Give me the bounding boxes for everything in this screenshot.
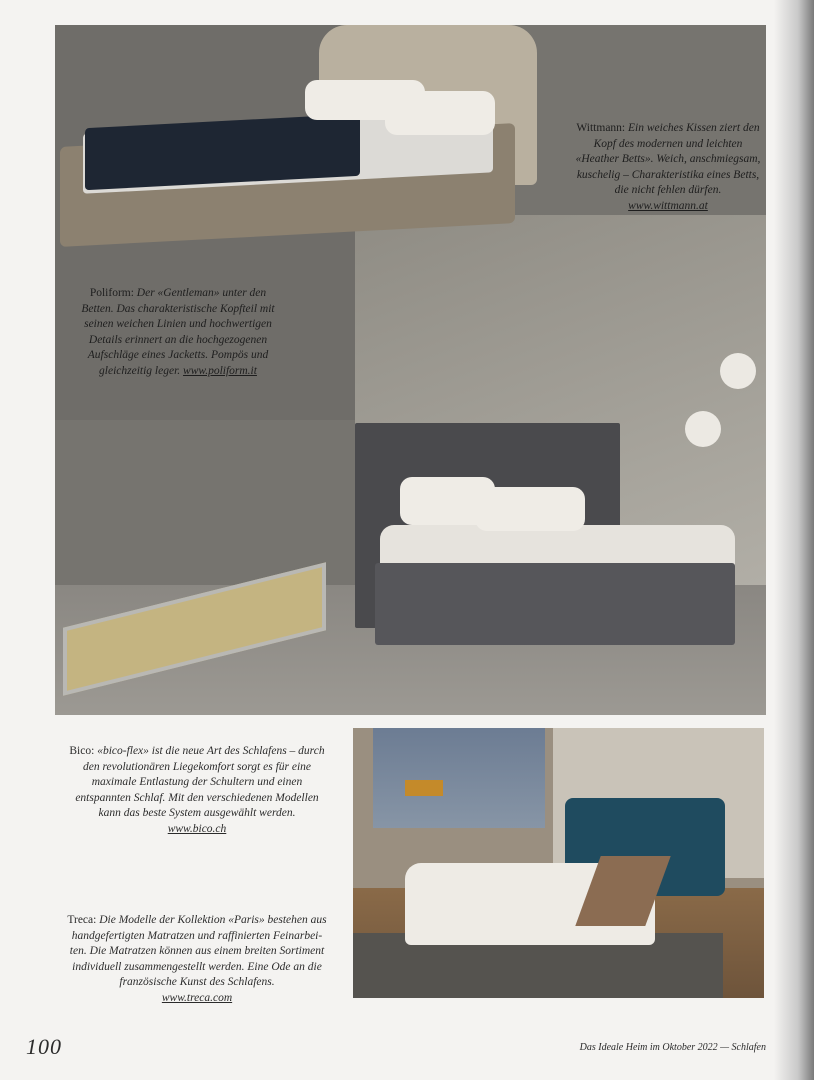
caption-line: Aufschläge eines Jacketts. Pompös und [87, 349, 269, 361]
caption-line: Der «Gentleman» unter den [136, 287, 267, 299]
caption-line: gleichzeitig leger. [99, 364, 181, 377]
pillow [385, 91, 495, 135]
page-number: 100 [26, 1034, 62, 1059]
caption-link[interactable]: www.wittmann.at [628, 199, 708, 212]
caption-line: maximale Entlastung der Schultern und einen [91, 776, 303, 788]
caption-brand: Poliform: [89, 287, 134, 299]
pendant-lamp [720, 353, 756, 389]
caption-line: Kopf des modernen und leichten [593, 137, 743, 150]
caption-line: handgefertigten Matratzen und raffinierten Feinarbei- [71, 929, 323, 942]
caption-poliform [58, 286, 298, 379]
caption-brand: Treca: [67, 914, 97, 926]
pendant-lamp [685, 411, 721, 447]
caption-line: den revolutionären Liegekomfort sorgt es für eine [82, 760, 312, 773]
caption-line: kann das beste System ausgewählt werden. [98, 807, 296, 819]
treca-bed-photo [353, 728, 764, 998]
caption-line: Die Modelle der Kollektion «Paris» bestehen aus [99, 914, 327, 926]
window-city-view [373, 728, 545, 828]
heather-bed-base [375, 563, 735, 645]
caption-brand: Bico: [69, 745, 95, 757]
caption-line: die nicht fehlen dürfen. [614, 184, 722, 196]
caption-line: kuschelig – Charakteristika eines Betts, [576, 168, 760, 181]
caption-wittmann [568, 121, 768, 214]
floor-lamp-shade [405, 780, 443, 796]
caption-line: individuell zusammengestellt werden. Eine Ode an die [72, 960, 322, 973]
caption-line: Betten. Das charakteristische Kopfteil mit [81, 302, 275, 315]
running-footer: Das Ideale Heim im Oktober 2022 — Schlafen [579, 1042, 766, 1053]
caption-line: Ein weiches Kissen ziert den [628, 122, 760, 134]
caption-line: «Heather Betts». Weich, anschmiegsam, [575, 153, 761, 165]
pillow [475, 487, 585, 531]
caption-bico [52, 744, 342, 837]
caption-link[interactable]: www.treca.com [161, 991, 233, 1004]
caption-line: «bico-flex» ist die neue Art des Schlafens – durch [97, 745, 325, 757]
page-binding-shadow [774, 0, 814, 1080]
caption-treca [52, 913, 342, 1006]
caption-link[interactable]: www.poliform.it [183, 364, 257, 377]
caption-brand: Wittmann: [576, 122, 626, 134]
caption-line: entspannten Schlaf. Mit den verschiedenen Modellen [75, 791, 319, 804]
caption-line: Details erinnert an die hochgezogenen [88, 333, 268, 346]
caption-line: ten. Die Matratzen können aus einem breiten Sortiment [69, 945, 325, 957]
caption-line: französische Kunst des Schlafens. [119, 976, 275, 988]
caption-line: seinen weichen Linien und hochwertigen [84, 318, 272, 330]
caption-link[interactable]: www.bico.ch [167, 822, 227, 835]
